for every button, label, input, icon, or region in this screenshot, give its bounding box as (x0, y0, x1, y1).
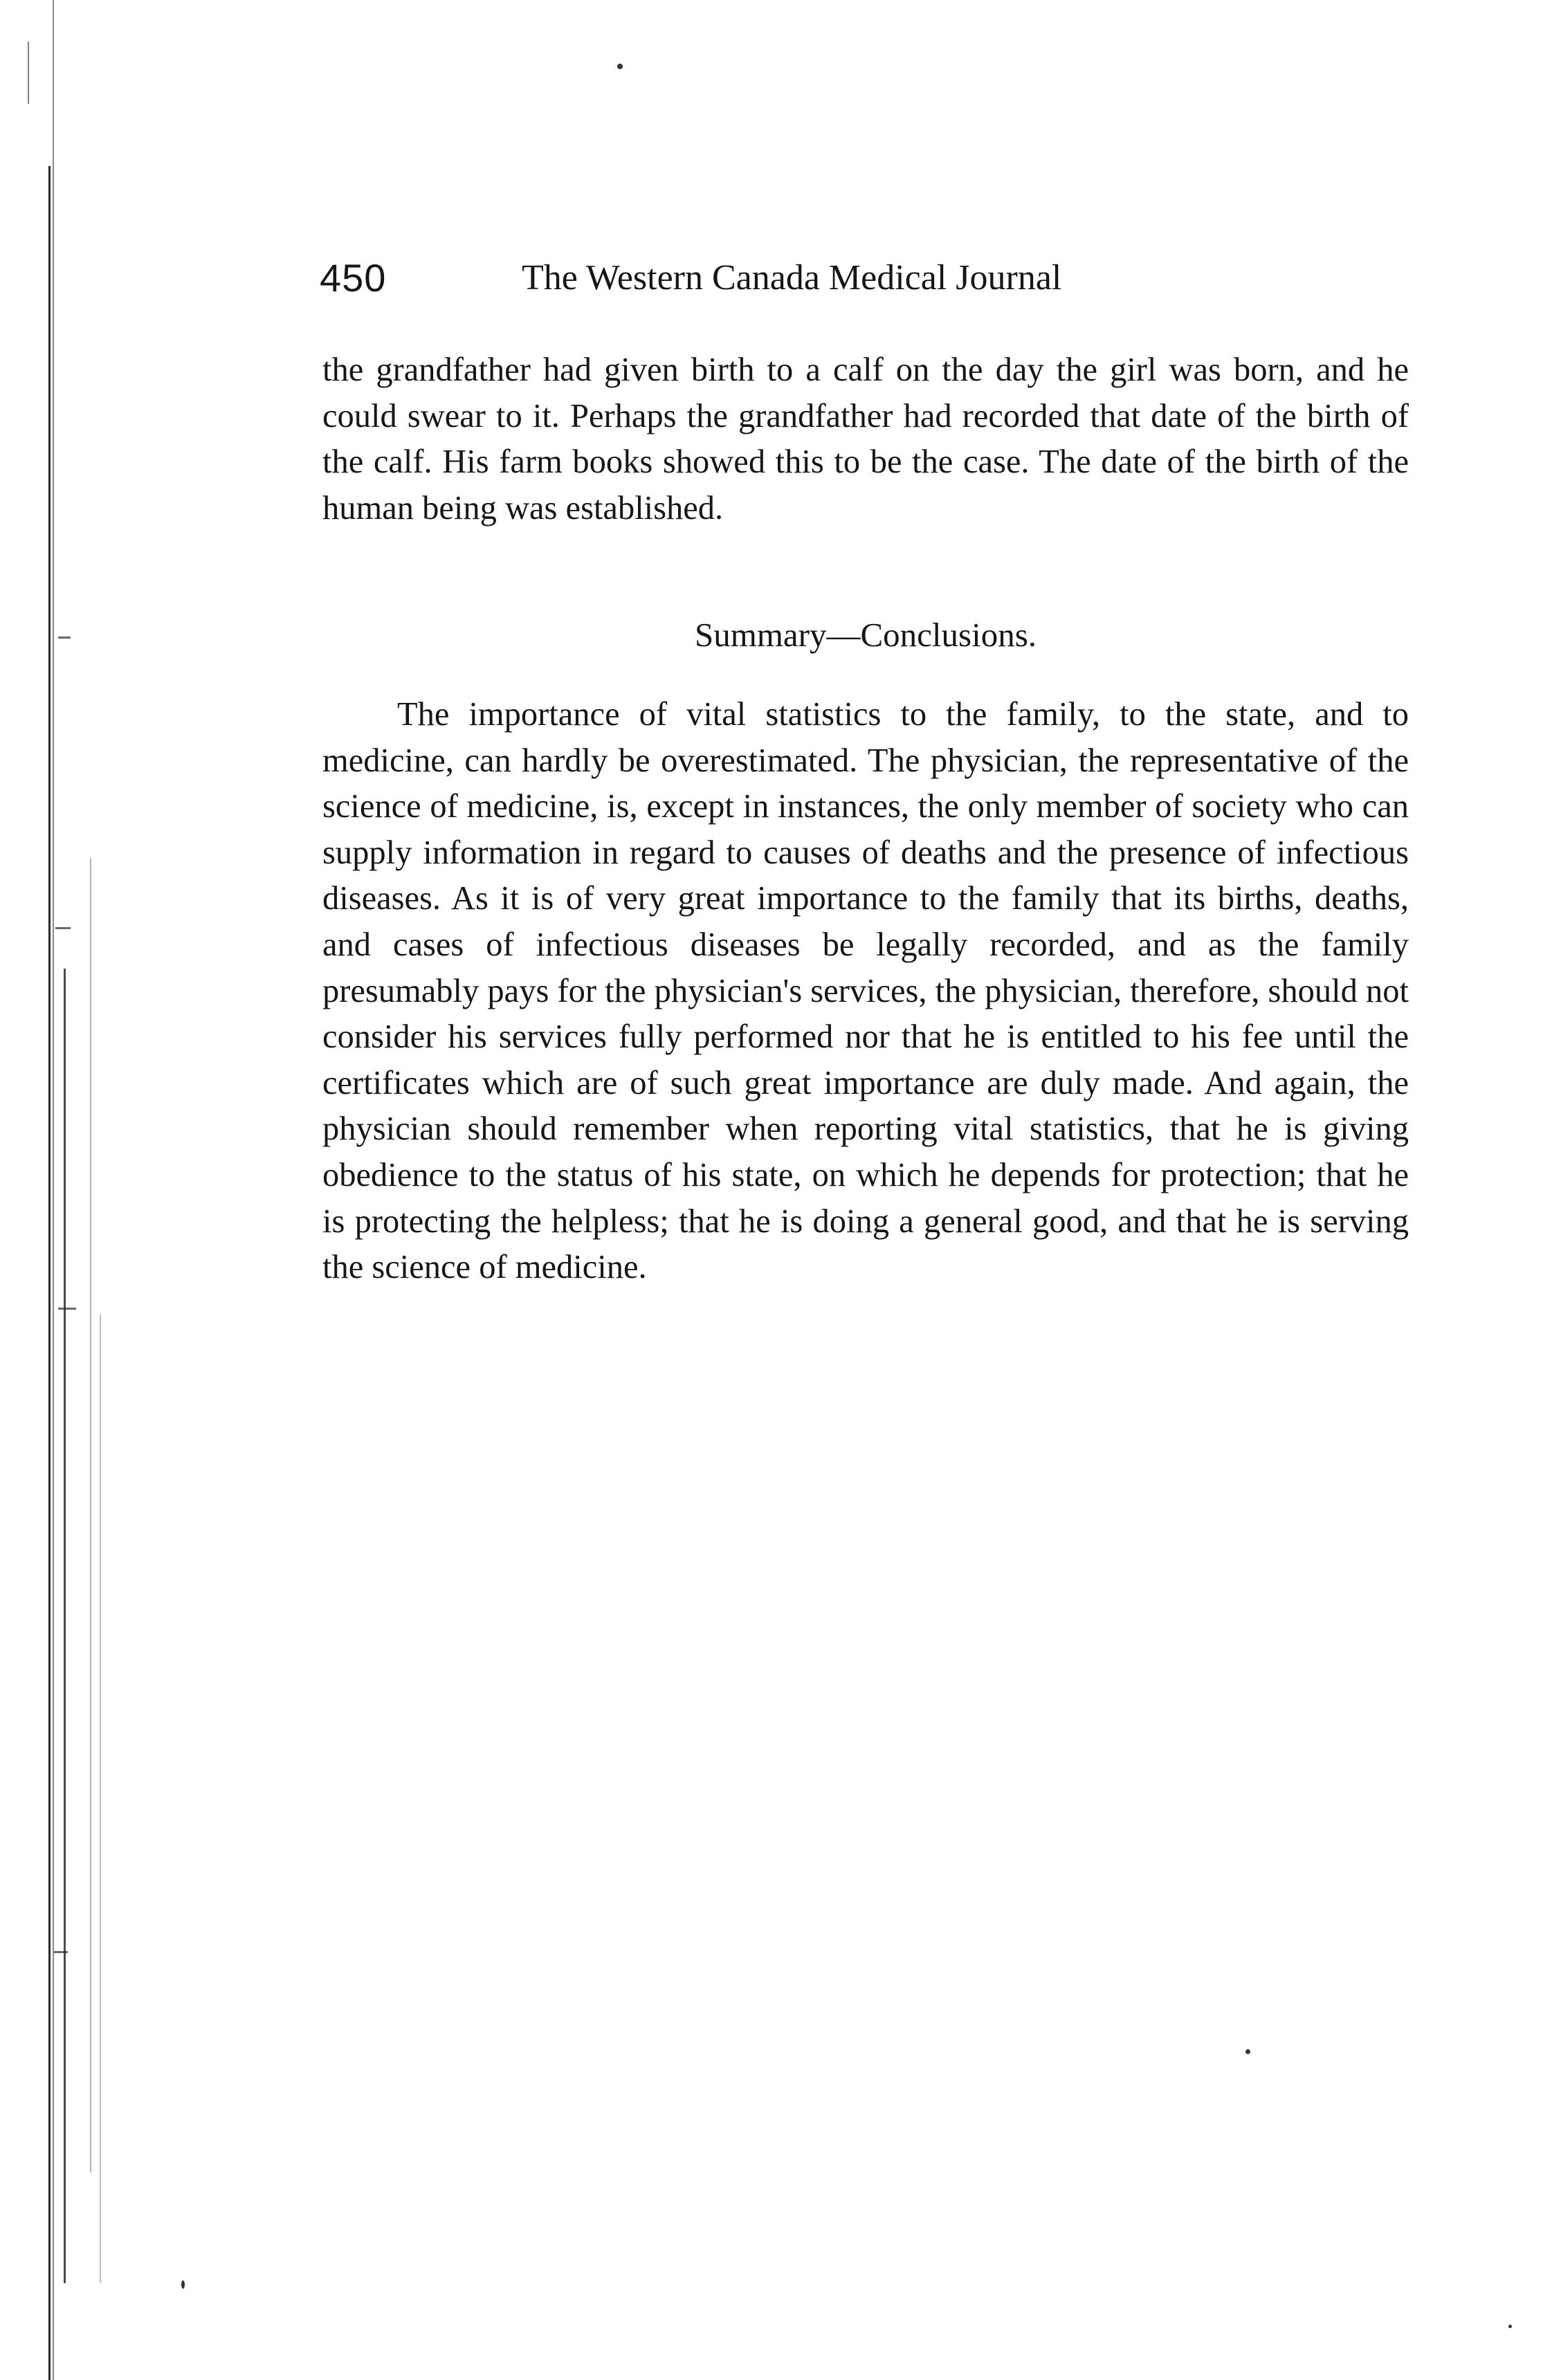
scan-speck (1245, 2049, 1250, 2054)
paragraph-1: the grandfather had given birth to a calf on the day the girl was born, and he could swear to it. Perhaps the grandfather had recorded that date of the birth of the calf. His farm books showed this to be the case. The date of the birth of the human being was established. (322, 351, 1409, 527)
scan-speck (1508, 2325, 1512, 2328)
page-number: 450 (320, 256, 387, 300)
section-title: Summary—Conclusions. (694, 616, 1037, 654)
binding-gutter (28, 0, 111, 2380)
scan-speck (617, 64, 623, 69)
page-header (320, 250, 1413, 306)
running-head: The Western Canada Medical Journal (522, 258, 1062, 298)
scan-speck (181, 2280, 185, 2289)
paragraph-2: The importance of vital statistics to the family, to the state, and to medicine, can hardly be overestimated. The physician, the representative of the science of medicine, is, except in instances, the only member of society who can supply information in regard to causes of deaths and the presence of infectious diseases. As it is of very great importance to the family that its births, deaths, and cases of infectious diseases be legally recorded, and as the family presumably pays for the physician's services, the physician, therefore, should not consider his services fully performed nor that he is entitled to his fee until the certificates which are of such great importance are duly made. And again, the physician should remember when reporting vital statistics, that he is giving obedience to the status of his state, on which he depends for protection; that he is protecting the helpless; that he is doing a general good, and that he is serving the science of medicine. (322, 696, 1409, 1286)
